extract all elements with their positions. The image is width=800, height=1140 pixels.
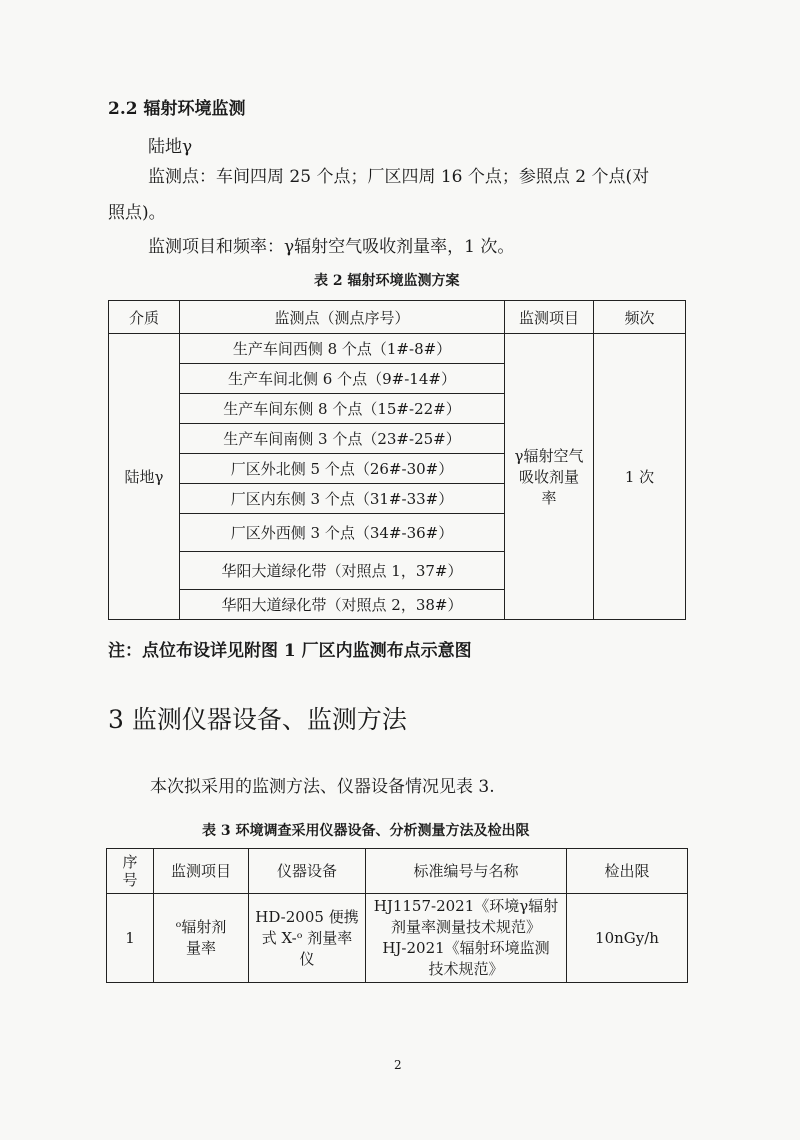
- table2-point-cell: 生产车间东侧 8 个点（15#-22#）: [180, 394, 505, 424]
- table2-point-cell: 厂区内东侧 3 个点（31#-33#）: [180, 484, 505, 514]
- table3-standard-line: 技术规范》: [428, 960, 504, 978]
- table3-item-cell: [154, 894, 249, 983]
- section-3-intro: 本次拟采用的监测方法、仪器设备情况见表 3.: [150, 777, 495, 797]
- table2-point-cell: 生产车间南侧 3 个点（23#-25#）: [180, 424, 505, 454]
- table2-item-line: 率: [541, 489, 557, 507]
- table2-header-frequency: 频次: [594, 301, 686, 334]
- table3-standard-line: HJ-2021《辐射环境监测: [382, 939, 550, 957]
- section-heading-3: 3 监测仪器设备、监测方法: [108, 705, 407, 734]
- table3-header-seq-line: 号: [122, 871, 138, 889]
- table-row: [109, 334, 686, 364]
- table2-note: 注：点位布设详见附图 1 厂区内监测布点示意图: [108, 641, 472, 661]
- page-number: 2: [394, 1058, 402, 1072]
- monitoring-points-text-cont: 照点)。: [108, 203, 166, 223]
- monitoring-items-text: 监测项目和频率：γ辐射空气吸收剂量率，1 次。: [148, 237, 515, 257]
- table2-frequency-cell: 1 次: [594, 334, 686, 620]
- table3-header-item: 监测项目: [154, 849, 249, 894]
- table3-standard-cell: [366, 894, 567, 983]
- table3-item-line: 量率: [185, 939, 216, 957]
- table2-point-cell: 生产车间北侧 6 个点（9#-14#）: [180, 364, 505, 394]
- table2-item-line: 吸收剂量: [518, 468, 579, 486]
- table2-caption: 表 2 辐射环境监测方案: [314, 273, 460, 289]
- table2-point-cell: 厂区外北侧 5 个点（26#-30#）: [180, 454, 505, 484]
- table3-device-line: 式 X-ᵒ 剂量率: [261, 928, 353, 947]
- table3-header-row: [107, 849, 688, 894]
- table2-header-points: 监测点（测点序号）: [180, 301, 505, 334]
- table3-seq-cell: 1: [107, 894, 154, 983]
- table3-item-line: ᵒ辐射剂: [175, 918, 227, 936]
- subsection-label: 陆地γ: [148, 137, 193, 157]
- section-heading-2-2: 2.2 辐射环境监测: [108, 99, 246, 119]
- table2-header-medium: 介质: [109, 301, 180, 334]
- table2-point-cell: 生产车间西侧 8 个点（1#-8#）: [180, 334, 505, 364]
- table2-item-cell: [505, 334, 594, 620]
- table3-header-standard: 标准编号与名称: [366, 849, 567, 894]
- table2-point-cell: 华阳大道绿化带（对照点 2，38#）: [180, 590, 505, 620]
- monitoring-points-text: 监测点：车间四周 25 个点；厂区四周 16 个点；参照点 2 个点(对: [148, 167, 650, 187]
- table2-point-cell: 厂区外西侧 3 个点（34#-36#）: [180, 514, 505, 552]
- table3-header-device: 仪器设备: [249, 849, 366, 894]
- table2-header-row: [109, 301, 686, 334]
- table3-device-cell: [249, 894, 366, 983]
- table3-header-seq-line: 序: [122, 853, 138, 871]
- table2-item-line: γ辐射空气: [514, 447, 584, 465]
- table2-point-cell: 华阳大道绿化带（对照点 1，37#）: [180, 552, 505, 590]
- table3-caption: 表 3 环境调查采用仪器设备、分析测量方法及检出限: [202, 823, 530, 839]
- table2-header-item: 监测项目: [505, 301, 594, 334]
- table-row: [107, 894, 688, 983]
- table2-medium-cell: 陆地γ: [109, 334, 180, 620]
- table3-standard-line: HJ1157-2021《环境γ辐射: [373, 897, 559, 915]
- table2: [108, 300, 686, 620]
- table3-device-line: HD-2005 便携: [255, 907, 359, 926]
- table3: [106, 848, 688, 983]
- table3-header-seq: [107, 849, 154, 894]
- table3-device-line: 仪: [299, 949, 315, 968]
- table3-standard-line: 剂量率测量技术规范》: [390, 918, 541, 936]
- table3-header-limit: 检出限: [567, 849, 688, 894]
- table3-limit-cell: 10nGy/h: [567, 894, 688, 983]
